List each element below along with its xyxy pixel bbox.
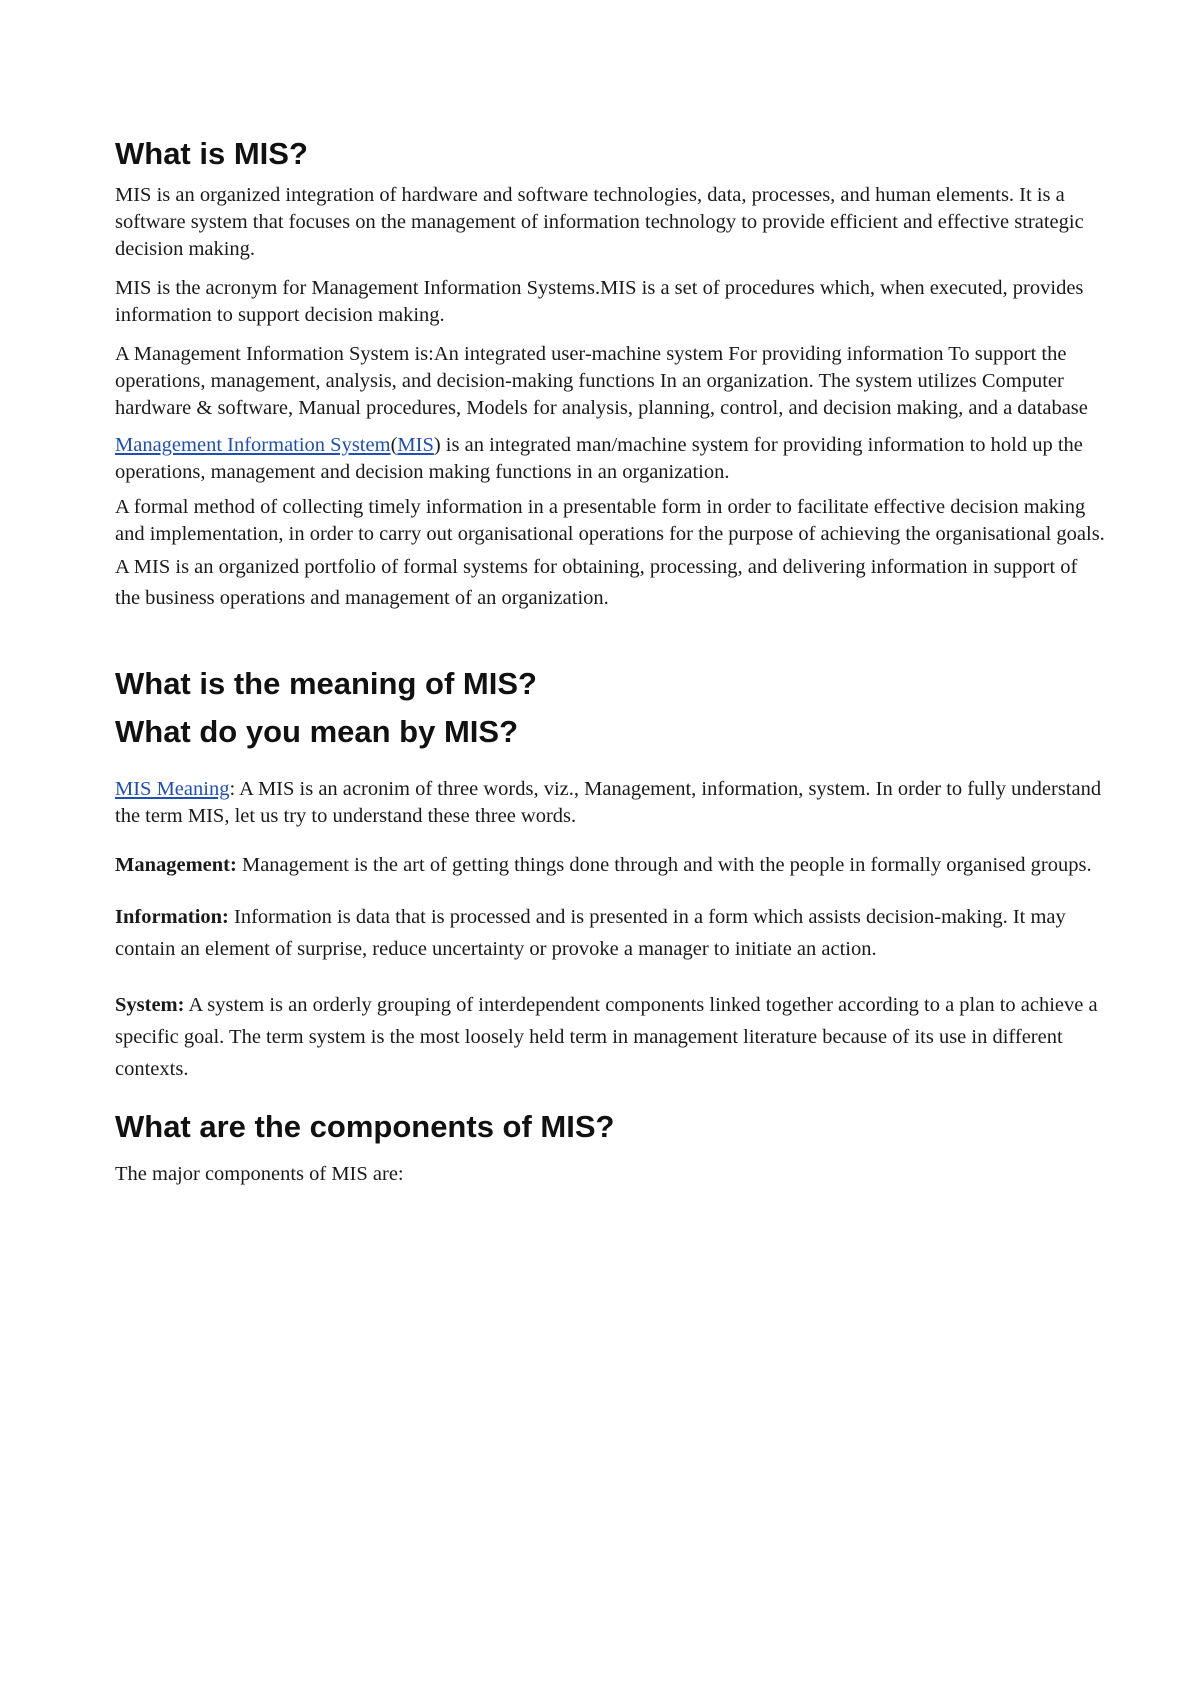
paragraph-information <box>115 901 1105 965</box>
link-management-information-system[interactable]: Management Information System <box>115 434 391 456</box>
paragraph-mis-system: A Management Information System is:An integrated user-machine system For providing information To support the operations, management, analysis, and decision-making functions In an organization. The system utilizes Computer hardware & software, Manual procedures, Models for analysis, planning, control, and decision making, and a database <box>115 343 1088 419</box>
link-mis[interactable]: MIS <box>397 434 434 456</box>
paragraph-mis-portfolio: A MIS is an organized portfolio of formal systems for obtaining, processing, and delivering information in support of the business operations and management of an organization. <box>115 556 1078 609</box>
paragraph-system <box>115 989 1105 1085</box>
paragraph-mis-integrated-text: ) is an integrated man/machine system for providing information to hold up the operations, management and decision making functions in an organization. <box>115 434 1083 483</box>
paragraph-mis-definition: MIS is an organized integration of hardware and software technologies, data, processes, and human elements. It is a software system that focuses on the management of information technology to provide efficient and effective strategic decision making. <box>115 184 1084 260</box>
heading-what-do-you-mean: What do you mean by MIS? <box>115 714 519 749</box>
text-system: A system is an orderly grouping of interdependent components linked together according to a plan to achieve a specific goal. The term system is the most loosely held term in management literature because of its use in different contexts. <box>115 994 1098 1080</box>
paragraph-formal-method: A formal method of collecting timely information in a presentable form in order to facilitate effective decision making and implementation, in order to carry out organisational operations for the purpose of achieving the organisational goals. <box>115 496 1105 545</box>
paragraph-mis-meaning-text: : A MIS is an acronim of three words, viz., Management, information, system. In order to fully understand the term MIS, let us try to understand these three words. <box>115 778 1102 827</box>
paragraph-major-components: The major components of MIS are: <box>115 1163 404 1185</box>
paragraph-mis-integrated <box>115 432 1105 486</box>
link-mis-meaning[interactable]: MIS Meaning <box>115 778 230 800</box>
paren-open: ( <box>390 434 398 456</box>
heading-meaning-of-mis: What is the meaning of MIS? <box>115 666 537 701</box>
paragraph-mis-acronym: MIS is the acronym for Management Information Systems.MIS is a set of procedures which, when executed, provides information to support decision making. <box>115 277 1084 326</box>
label-information: Information: <box>115 906 229 928</box>
label-system: System: <box>115 994 185 1016</box>
heading-what-is-mis: What is MIS? <box>115 136 308 171</box>
paragraph-management <box>115 852 1105 879</box>
heading-components-of-mis: What are the components of MIS? <box>115 1109 615 1144</box>
text-information: Information is data that is processed and is presented in a form which assists decision-making. It may contain an element of surprise, reduce uncertainty or provoke a manager to initiate an action. <box>115 906 1066 960</box>
label-management: Management: <box>115 854 237 876</box>
text-management: Management is the art of getting things done through and with the people in formally organised groups. <box>236 854 1092 876</box>
paragraph-mis-meaning <box>115 776 1105 830</box>
document-page <box>115 130 1105 1188</box>
